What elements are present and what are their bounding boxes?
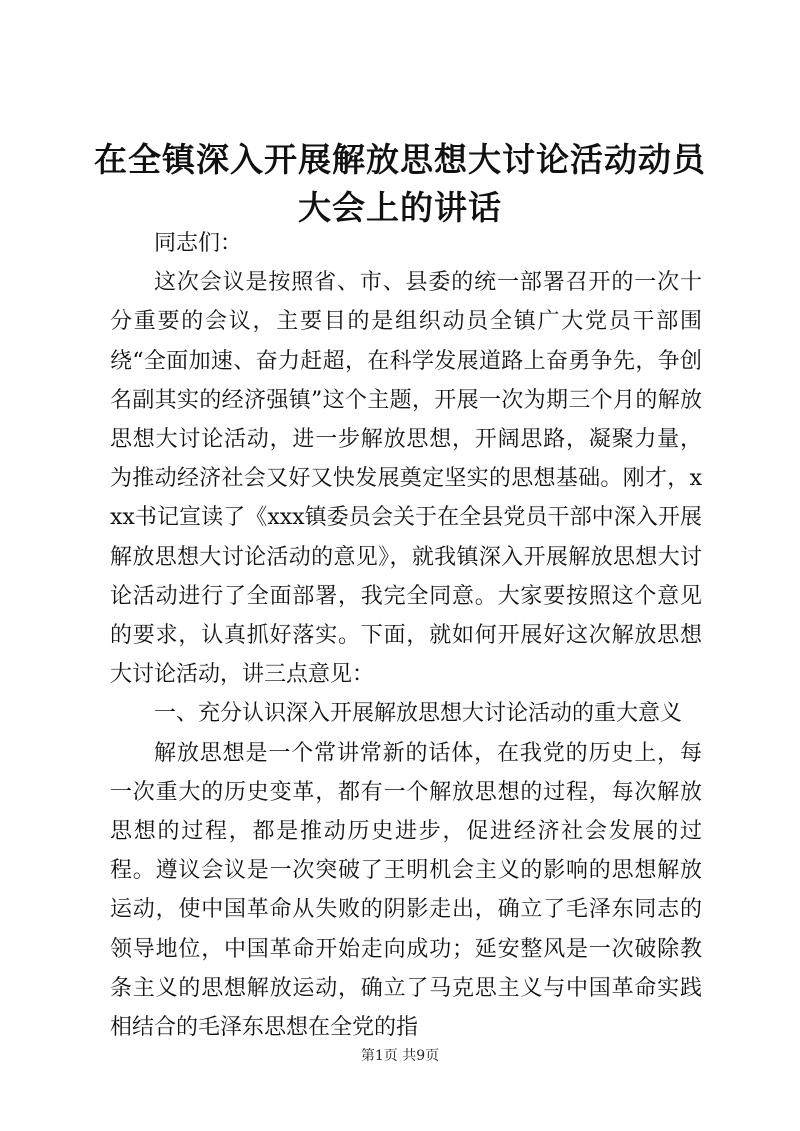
document-title: 在全镇深入开展解放思想大讨论活动动员大会上的讲话 xyxy=(94,140,706,227)
section-1-paragraph: 解放思想是一个常讲常新的话体，在我党的历史上，每一次重大的历史变革，都有一个解放思想的过程，每次解放思想的过程，都是推动历史进步，促进经济社会发展的过程。遵议会议是一次突破了王明机会主义的影响的思想解放运动，使中国革命从失败的阴影走出，确立了毛泽东同志的领导地位，中国革命开始走向成功；延安整风是一次破除教条主义的思想解放运动，确立了马克思主义与中国革命实践相结合的毛泽东思想在全党的指 xyxy=(110,740,702,1041)
document-body xyxy=(110,224,702,1047)
section-heading-1: 一、充分认识深入开展解放思想大讨论活动的重大意义 xyxy=(154,701,683,727)
salutation-paragraph: 同志们： xyxy=(154,231,243,256)
intro-paragraph: 这次会议是按照省、市、县委的统一部署召开的一次十分重要的会议，主要目的是组织动员全镇广大党员干部围绕“全面加速、奋力赶超，在科学发展道路上奋勇争先，争创名副其实的经济强镇”这个主题，开展一次为期三个月的解放思想大讨论活动，进一步解放思想，开阔思路，凝聚力量，为推动经济社会又好又快发展奠定坚实的思想基础。刚才，xxx书记宣读了《xxx镇委员会关于在全县党员干部中深入开展解放思想大讨论活动的意见》，就我镇深入开展解放思想大讨论活动进行了全面部署，我完全同意。大家要按照这个意见的要求，认真抓好落实。下面，就如何开展好这次解放思想大讨论活动，讲三点意见： xyxy=(110,270,702,688)
page-footer: 第1页 共9页 xyxy=(360,1048,440,1064)
